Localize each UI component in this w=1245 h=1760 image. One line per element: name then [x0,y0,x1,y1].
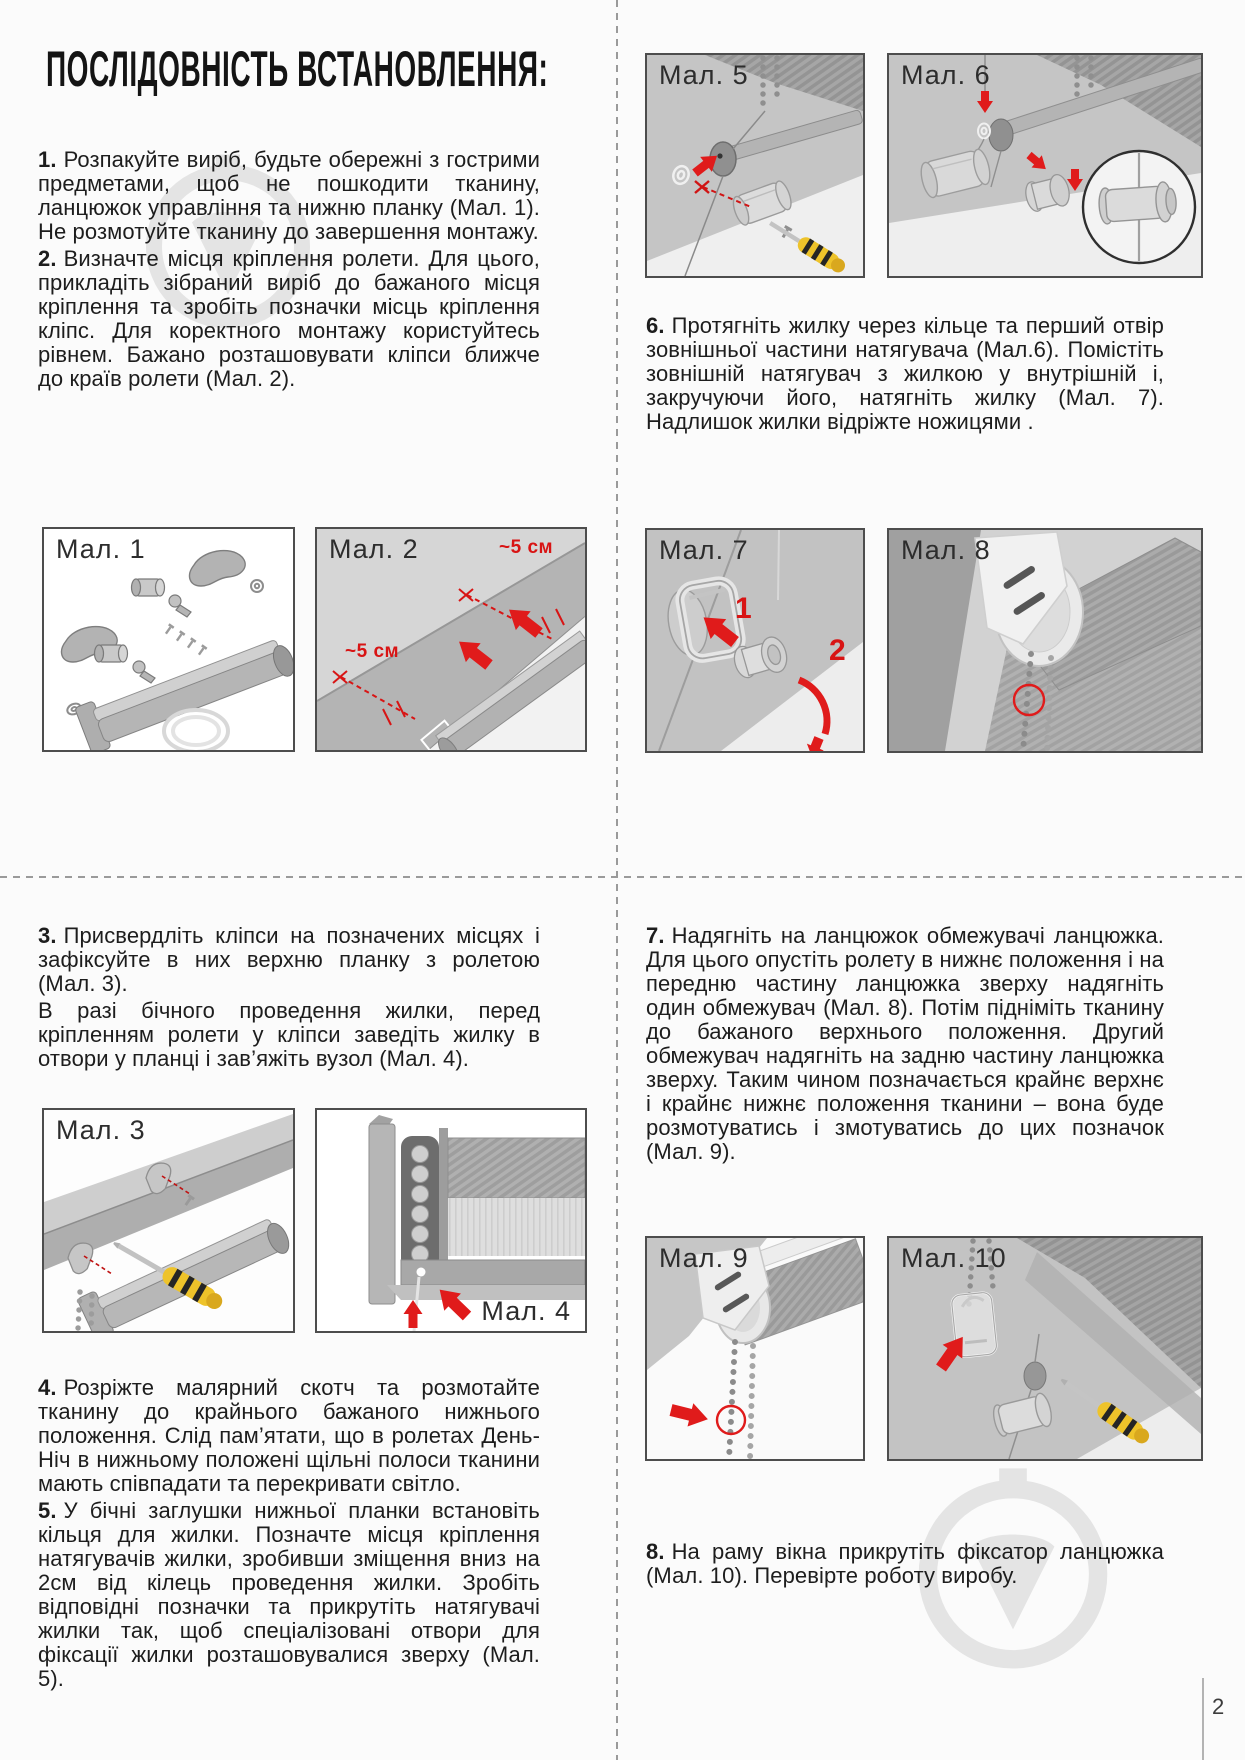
step-4-number: 4. [38,1375,57,1400]
step-4 [38,1376,540,1496]
figure-7-box [645,528,865,753]
figure-4-label: Мал. 4 [481,1296,571,1326]
figure-8-box [887,528,1203,753]
step-1-text: Розпакуйте виріб, будьте обережні з гострими предметами, щоб не пошкодити тканину, ланцюжок управління та нижню планку (Мал. 1). Не розмотуйте тканину до завершення монтажу. [38,147,540,244]
figure-1-box [42,527,295,752]
step-8-number: 8. [646,1539,665,1564]
end-cap-disc-icon [989,119,1013,151]
steps-1-2-block [38,148,540,394]
step-1 [38,148,540,244]
step-5 [38,1499,540,1691]
tensioner-inset-detail [1083,151,1195,263]
figure-9-box [645,1236,865,1461]
step-3-continued [38,999,540,1071]
step-2-text: Визначте місця кріплення ролети. Для цього, прикладіть зібраний виріб до бажаного місця кріплення та зробіть позначки місць кріплення кліпс. Для коректного монтажу користуйтесь рівнем. Бажано розташовувати кліпси ближче до країв ролети (Мал. 2). [38,246,540,391]
step-8 [646,1540,1164,1588]
figure-2-box [315,527,587,752]
steps-4-5-block [38,1376,540,1694]
step-8-text: На раму вікна прикрутіть фіксатор ланцюжка (Мал. 10). Перевірте роботу виробу. [646,1539,1164,1588]
figure-4-box [315,1108,587,1333]
horizontal-dashed-divider [0,876,1245,878]
figure-3-box [42,1108,295,1333]
figure-6-label: Мал. 6 [901,60,991,90]
woven-fabric-icon [448,1138,585,1198]
vertical-dashed-divider [616,0,618,1760]
step-8-block [646,1540,1164,1591]
figure-2-label: Мал. 2 [329,534,419,564]
step-3-text: Присвердліть кліпси на позначених місцях і зафіксуйте в них верхню планку з ролетою (Мал. 3). [38,923,540,996]
sheer-fabric-icon [448,1198,585,1256]
figure-1-label: Мал. 1 [56,534,146,564]
bottom-bar-icon [401,1260,585,1285]
figure-10-label: Мал. 10 [901,1243,1007,1273]
step-7-text: Надягніть на ланцюжок обмежувачі ланцюжка. Для цього опустіть ролету в нижнє положення і на передню частину ланцюжка зверху надягніть один обмежувач (Мал. 8). Потім підніміть тканину до бажаного верхнього положення. Другий обмежувач надягніть на задню частину ланцюжка зверху. Таким чином позначається крайнє верхнє і крайнє нижнє положення тканини – вона буде розмотуватись і змотуватись до цих позначок (Мал. 9). [646,923,1164,1164]
step-7-block [646,924,1164,1167]
figure-7-label: Мал. 7 [659,535,749,565]
figure-10-box [887,1236,1203,1461]
step-2 [38,247,540,391]
figure-3-label: Мал. 3 [56,1115,146,1145]
distance-annotation: ~5 см [499,537,554,558]
step-5-number: 5. [38,1498,57,1523]
figure-5-box [645,53,865,278]
distance-annotation: ~5 см [345,641,400,662]
figure-9-label: Мал. 9 [659,1243,749,1273]
figure-6-box [887,53,1203,278]
step-7-number: 7. [646,923,665,948]
step-3 [38,924,540,996]
step-6-number: 6. [646,313,665,338]
page-number-rule [1202,1678,1204,1760]
line-hole-icon [417,1268,426,1277]
page-title-text: ПОСЛІДОВНІСТЬ ВСТАНОВЛЕННЯ: [46,41,549,97]
step-2-number: 2. [38,246,57,271]
end-cap-disc-icon [1024,1362,1046,1390]
step-marker-1: 1 [735,592,752,625]
figure-8-label: Мал. 8 [901,535,991,565]
step-1-number: 1. [38,147,57,172]
figure-5-label: Мал. 5 [659,60,749,90]
step-4-text: Розріжте малярний скотч та розмотайте тканину до крайнього бажаного нижнього положення. Слід пам’ятати, що в ролетах День-Ніч в нижньому положені щільні полоси тканини мають співпадати та перекривати світло. [38,1375,540,1496]
step-3-text-2: В разі бічного проведення жилки, перед кріпленням ролети у кліпси заведіть жилку в отвори у планці і зав’яжіть вузол (Мал. 4). [38,998,540,1071]
step-5-text: У бічні заглушки нижньої планки встановіть кільця для жилки. Позначте місця кріплення натягувачів жилки, зробивши зміщення вниз на 2см від кілець проведення жилки. Зробіть відповідні позначки та прикрутіть натягувачі жилки так, щоб спеціалізовані отвори для фіксації жилки розташовувалися зверху (Мал. 5). [38,1498,540,1691]
step-6 [646,314,1164,434]
step-6-text: Протягніть жилку через кільце та перший отвір зовнішньої частини натягувача (Мал.6). Помістіть зовнішній натягувач з жилкою у внутрішній і, закручуючи його, натягніть жилку (Мал. 7). Надлишок жилки відріжте ножицями . [646,313,1164,434]
step-marker-2: 2 [829,634,846,667]
page-number: 2 [1212,1694,1225,1719]
step-3-block [38,924,540,1074]
step-3-number: 3. [38,923,57,948]
step-7 [646,924,1164,1164]
step-6-block [646,314,1164,437]
